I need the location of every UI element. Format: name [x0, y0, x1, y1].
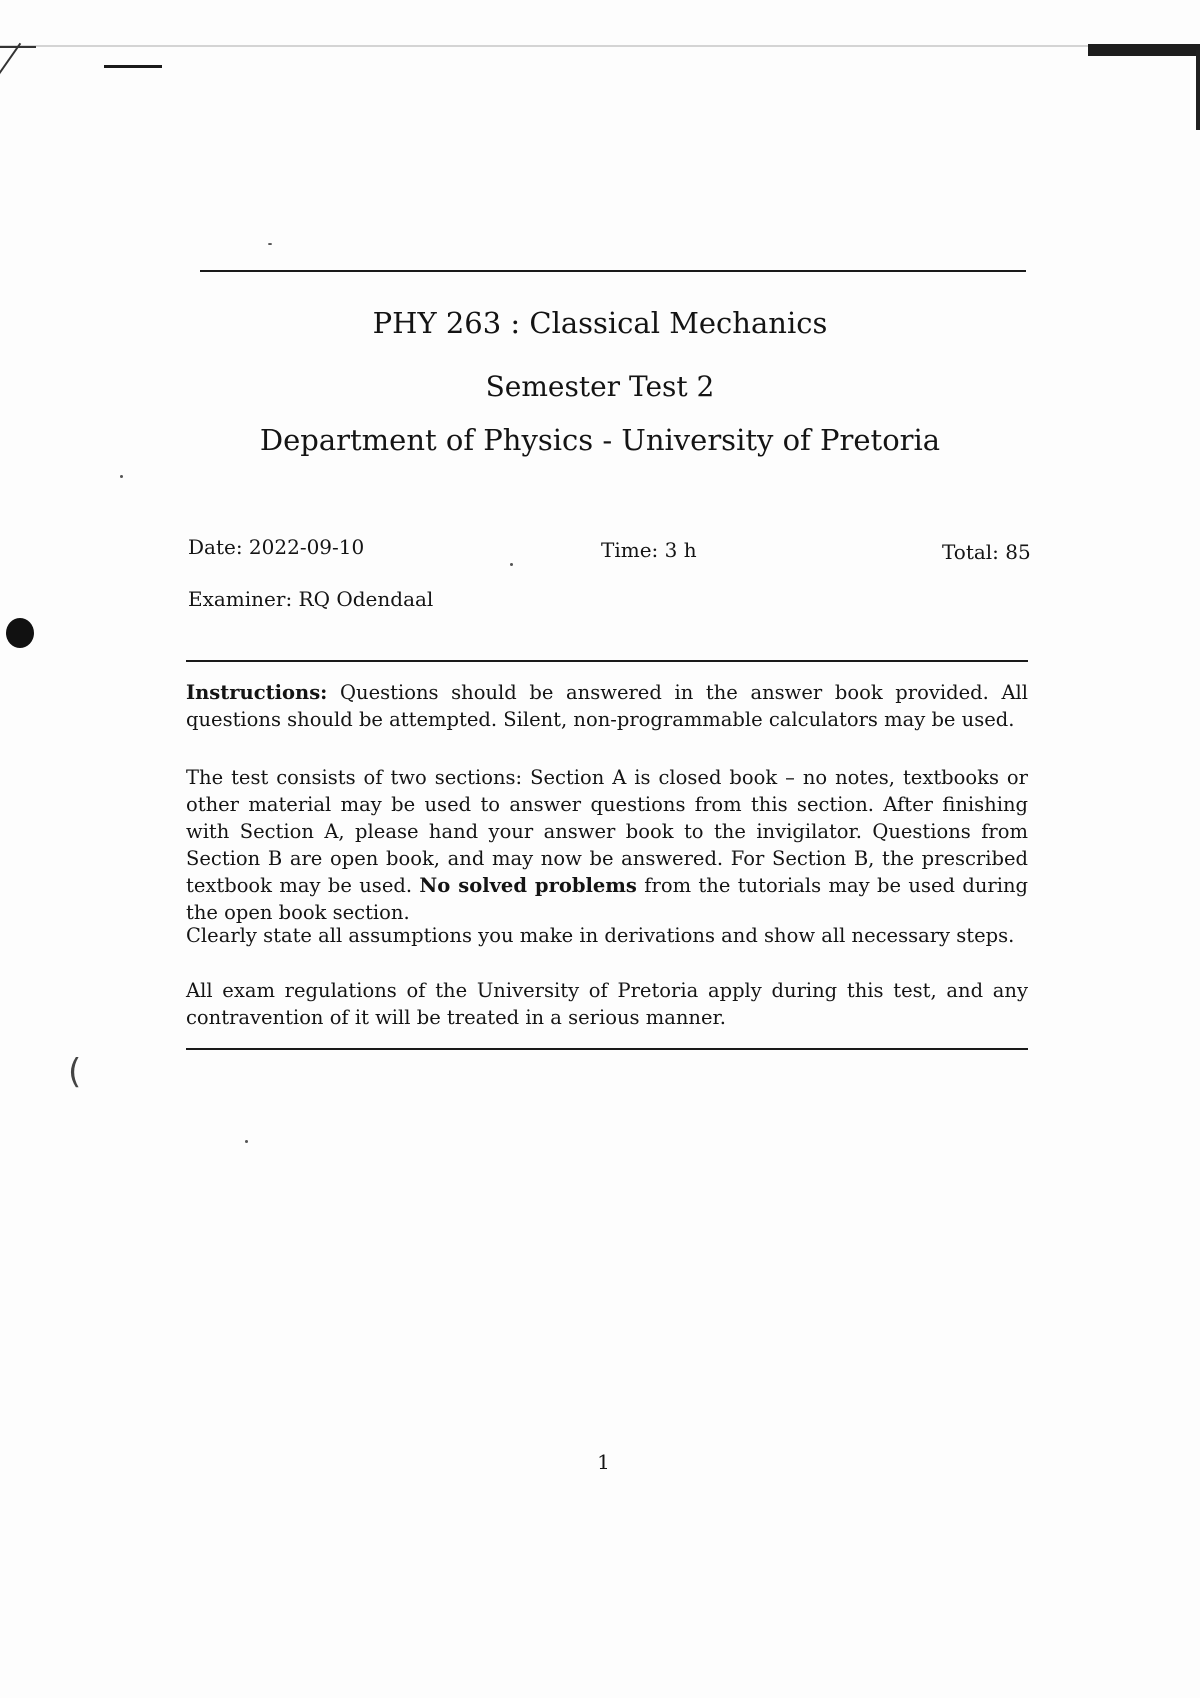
sections-text-end: from the tutorials may be used during the open book section. — [186, 874, 1029, 924]
scan-corner-mark — [1088, 44, 1200, 56]
examiner-name: Examiner: RQ Odendaal — [188, 587, 434, 611]
exam-total-marks: Total: 85 — [942, 540, 1031, 564]
scan-pen-mark: ( — [68, 1052, 82, 1092]
scan-speck — [245, 1140, 248, 1143]
scan-speck — [510, 563, 513, 566]
sections-emphasis: No solved problems — [419, 874, 637, 897]
scan-pen-slash — [0, 43, 21, 82]
exam-duration: Time: 3 h — [601, 538, 697, 562]
scan-top-edge — [0, 45, 1098, 47]
scan-speck — [268, 243, 272, 245]
instructions-label: Instructions: — [186, 681, 328, 704]
scan-right-edge — [1196, 50, 1200, 130]
course-title: PHY 263 : Classical Mechanics — [372, 306, 828, 340]
test-title: Semester Test 2 — [485, 370, 715, 403]
instructions-paragraph-1 — [186, 679, 1028, 733]
punch-hole — [6, 618, 34, 648]
instructions-bottom-rule — [186, 1048, 1028, 1050]
instructions-paragraph-4: All exam regulations of the University of Pretoria apply during this test, and any contravention of it will be treated in a serious manner. — [186, 979, 1028, 1029]
instructions-top-rule — [186, 660, 1028, 662]
sections-text: The test consists of two sections: Section A is closed book – no notes, textbooks or other material may be used to answer questions from this section. After finishing with Section A, please hand your answer book to the invigilator. Questions from Section B are open book, and may now be answered. For Section B, the prescribed textbook may be used. — [186, 766, 1028, 897]
page-number: 1 — [597, 1450, 610, 1474]
instructions-paragraph-3: Clearly state all assumptions you make in derivations and show all necessary steps. — [186, 924, 1015, 947]
exam-date: Date: 2022-09-10 — [188, 535, 365, 559]
department-title: Department of Physics - University of Pretoria — [259, 423, 941, 457]
top-rule — [200, 270, 1026, 272]
scan-pen-dash — [104, 65, 162, 68]
instructions-text: Questions should be answered in the answer book provided. All questions should be attempted. Silent, non-programmable calculators may be used. — [186, 681, 1028, 731]
scan-speck — [120, 475, 123, 478]
instructions-paragraph-2 — [186, 764, 1028, 926]
